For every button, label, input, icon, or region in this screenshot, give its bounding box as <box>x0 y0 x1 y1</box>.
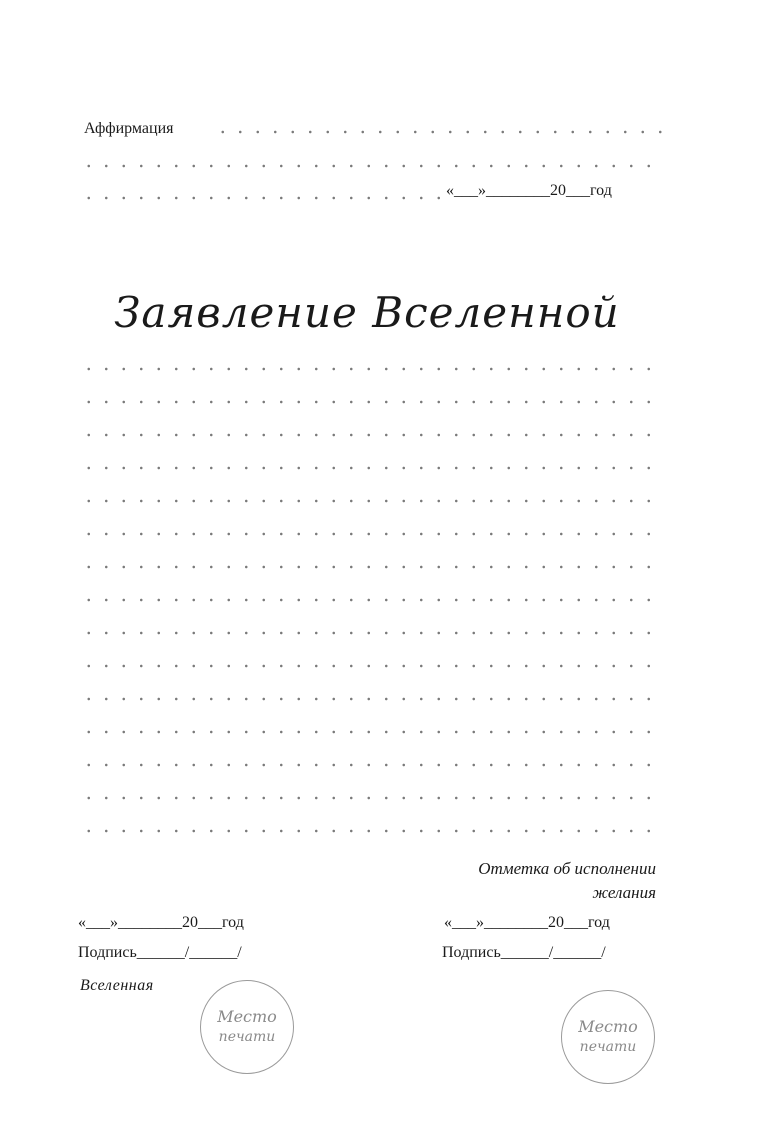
writing-dotted-line[interactable] <box>80 829 664 833</box>
writing-dotted-line[interactable] <box>80 631 664 635</box>
writing-dotted-line[interactable] <box>80 367 664 371</box>
affirmation-date-line[interactable]: «___»________20___год <box>446 182 612 199</box>
writing-dotted-line[interactable] <box>80 598 664 602</box>
affirmation-label: Аффирмация <box>84 120 174 137</box>
right-date-line[interactable]: «___»________20___год <box>444 914 610 931</box>
seal-text-line1: Место <box>217 1007 277 1026</box>
left-date-line[interactable]: «___»________20___год <box>78 914 244 931</box>
seal-placeholder-left <box>200 980 294 1074</box>
affirmation-dotted-line[interactable] <box>80 164 664 168</box>
writing-dotted-line[interactable] <box>80 796 664 800</box>
writing-dotted-line[interactable] <box>80 730 664 734</box>
writing-dotted-line[interactable] <box>80 532 664 536</box>
writing-dotted-line[interactable] <box>80 466 664 470</box>
writing-dotted-line[interactable] <box>80 400 664 404</box>
writing-dotted-line[interactable] <box>80 697 664 701</box>
fulfilment-mark-title-cont: желания <box>592 883 656 902</box>
writing-dotted-line[interactable] <box>80 664 664 668</box>
seal-text-line2: печати <box>579 1039 637 1055</box>
seal-text-line1: Место <box>578 1017 638 1036</box>
writing-dotted-line[interactable] <box>80 433 664 437</box>
page-title: Заявление Вселенной <box>114 288 620 337</box>
writing-dotted-line[interactable] <box>80 499 664 503</box>
affirmation-dotted-line[interactable] <box>214 130 664 134</box>
writing-dotted-line[interactable] <box>80 565 664 569</box>
seal-text-line2: печати <box>218 1029 276 1045</box>
left-signature-line[interactable]: Подпись______/______/ <box>78 944 242 961</box>
seal-placeholder-right <box>561 990 655 1084</box>
writing-dotted-line[interactable] <box>80 763 664 767</box>
fulfilment-mark-title: Отметка об исполнении <box>478 859 656 878</box>
right-signature-line[interactable]: Подпись______/______/ <box>442 944 606 961</box>
affirmation-dotted-line[interactable] <box>80 196 442 200</box>
signer-name: Вселенная <box>80 977 154 994</box>
